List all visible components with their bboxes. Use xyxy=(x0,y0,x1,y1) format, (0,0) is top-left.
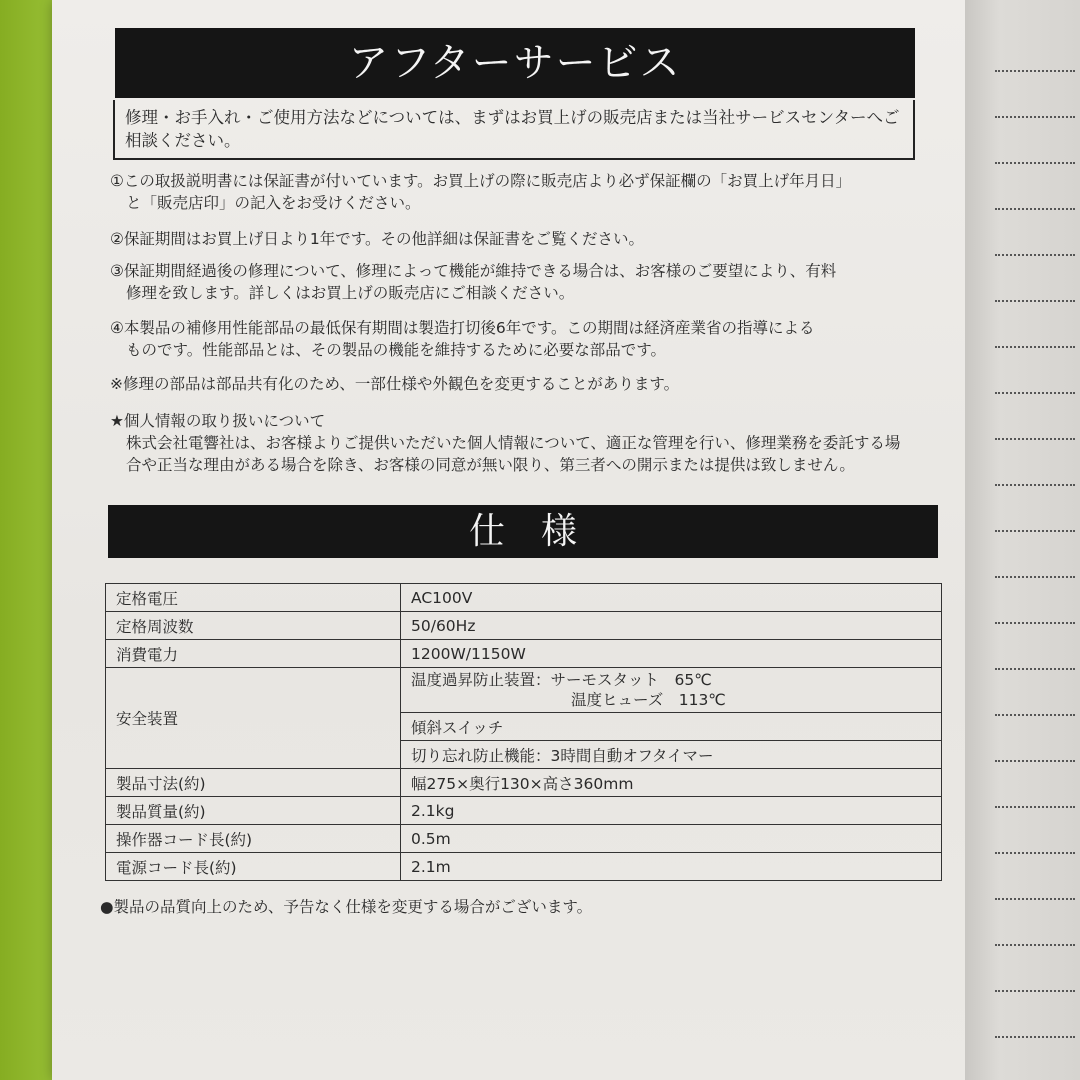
dotted-line xyxy=(995,392,1075,394)
item-number: ④ xyxy=(110,319,124,337)
list-item xyxy=(110,317,930,361)
list-item xyxy=(110,228,930,250)
table-row xyxy=(106,769,942,797)
item-number: ② xyxy=(110,230,124,248)
item-text: この取扱説明書には保証書が付いています。お買上げの際に販売店より必ず保証欄の「お買上げ年月日」 xyxy=(123,172,852,190)
dotted-line xyxy=(995,254,1075,256)
dotted-line xyxy=(995,852,1075,854)
dotted-line xyxy=(995,668,1075,670)
dotted-line xyxy=(995,1036,1075,1038)
spec-value: 50/60Hz xyxy=(401,612,942,640)
dotted-line xyxy=(995,990,1075,992)
spec-value: 切り忘れ防止機能：3時間自動オフタイマー xyxy=(401,741,942,769)
table-row xyxy=(106,612,942,640)
spec-value: 傾斜スイッチ xyxy=(401,713,942,741)
spec-value xyxy=(401,668,942,713)
item-text: 本製品の補修用性能部品の最低保有期間は製造打切後6年です。この期間は経済産業省の指導による xyxy=(123,319,815,337)
dotted-line xyxy=(995,484,1075,486)
spec-label: 製品寸法(約) xyxy=(106,769,401,797)
list-item xyxy=(110,260,930,304)
table-row xyxy=(106,797,942,825)
spec-heading: 仕 様 xyxy=(108,505,938,558)
table-row xyxy=(106,584,942,612)
dotted-line xyxy=(995,438,1075,440)
table-row xyxy=(106,668,942,713)
spec-label: 製品質量(約) xyxy=(106,797,401,825)
table-row xyxy=(106,825,942,853)
table-row xyxy=(106,853,942,881)
dotted-line xyxy=(995,898,1075,900)
repair-parts-note: ※修理の部品は部品共有化のため、一部仕様や外観色を変更することがあります。 xyxy=(110,375,680,393)
dotted-line xyxy=(995,806,1075,808)
spec-label: 安全装置 xyxy=(106,668,401,769)
dotted-line xyxy=(995,116,1075,118)
after-service-heading: アフターサービス xyxy=(115,28,915,98)
dotted-line xyxy=(995,346,1075,348)
spec-value: AC100V xyxy=(401,584,942,612)
dotted-line xyxy=(995,162,1075,164)
spec-label: 電源コード長(約) xyxy=(106,853,401,881)
dotted-line xyxy=(995,760,1075,762)
spec-label: 消費電力 xyxy=(106,640,401,668)
service-notice-box: 修理・お手入れ・ご使用方法などについては、まずはお買上げの販売店または当社サービスセンターへご相談ください。 xyxy=(113,100,915,160)
item-number: ③ xyxy=(110,262,124,280)
item-text: 修理を致します。詳しくはお買上げの販売店にご相談ください。 xyxy=(126,284,575,302)
spec-value: 2.1m xyxy=(401,853,942,881)
spec-label: 定格電圧 xyxy=(106,584,401,612)
spec-table xyxy=(105,583,942,881)
item-number: ① xyxy=(110,172,124,190)
dotted-line xyxy=(995,300,1075,302)
table-row xyxy=(106,640,942,668)
spec-value: 1200W/1150W xyxy=(401,640,942,668)
spec-value: 2.1kg xyxy=(401,797,942,825)
dotted-line xyxy=(995,70,1075,72)
list-item xyxy=(110,170,930,214)
item-text: と「販売店印」の記入をお受けください。 xyxy=(126,194,421,212)
facing-page xyxy=(965,0,1080,1080)
spec-value: 0.5m xyxy=(401,825,942,853)
item-text: ものです。性能部品とは、その製品の機能を維持するために必要な部品です。 xyxy=(126,341,667,359)
item-text: 保証期間経過後の修理について、修理によって機能が維持できる場合は、お客様のご要望により、有料 xyxy=(123,262,837,280)
dotted-line xyxy=(995,530,1075,532)
spec-label: 操作器コード長(約) xyxy=(106,825,401,853)
privacy-body: 株式会社電響社は、お客様よりご提供いただいた個人情報について、適正な管理を行い、修理業務を委託する場合や正当な理由がある場合を除き、お客様の同意が無い限り、第三者への開示または提供は致しません。 xyxy=(126,434,901,474)
item-text: 保証期間はお買上げ日より1年です。その他詳細は保証書をご覧ください。 xyxy=(123,230,645,248)
dotted-line xyxy=(995,576,1075,578)
spec-label: 定格周波数 xyxy=(106,612,401,640)
dotted-line xyxy=(995,622,1075,624)
dotted-line xyxy=(995,944,1075,946)
spec-value-line: 温度ヒューズ 113℃ xyxy=(571,691,726,709)
dotted-line xyxy=(995,714,1075,716)
privacy-heading: ★個人情報の取り扱いについて xyxy=(110,412,326,430)
privacy-section xyxy=(110,410,930,476)
spec-footnote: ●製品の品質向上のため、予告なく仕様を変更する場合がございます。 xyxy=(100,898,593,916)
spec-value-line: 温度過昇防止装置：サーモスタット 65℃ xyxy=(411,671,712,689)
spec-value: 幅275×奥行130×高さ360mm xyxy=(401,769,942,797)
dotted-line xyxy=(995,208,1075,210)
